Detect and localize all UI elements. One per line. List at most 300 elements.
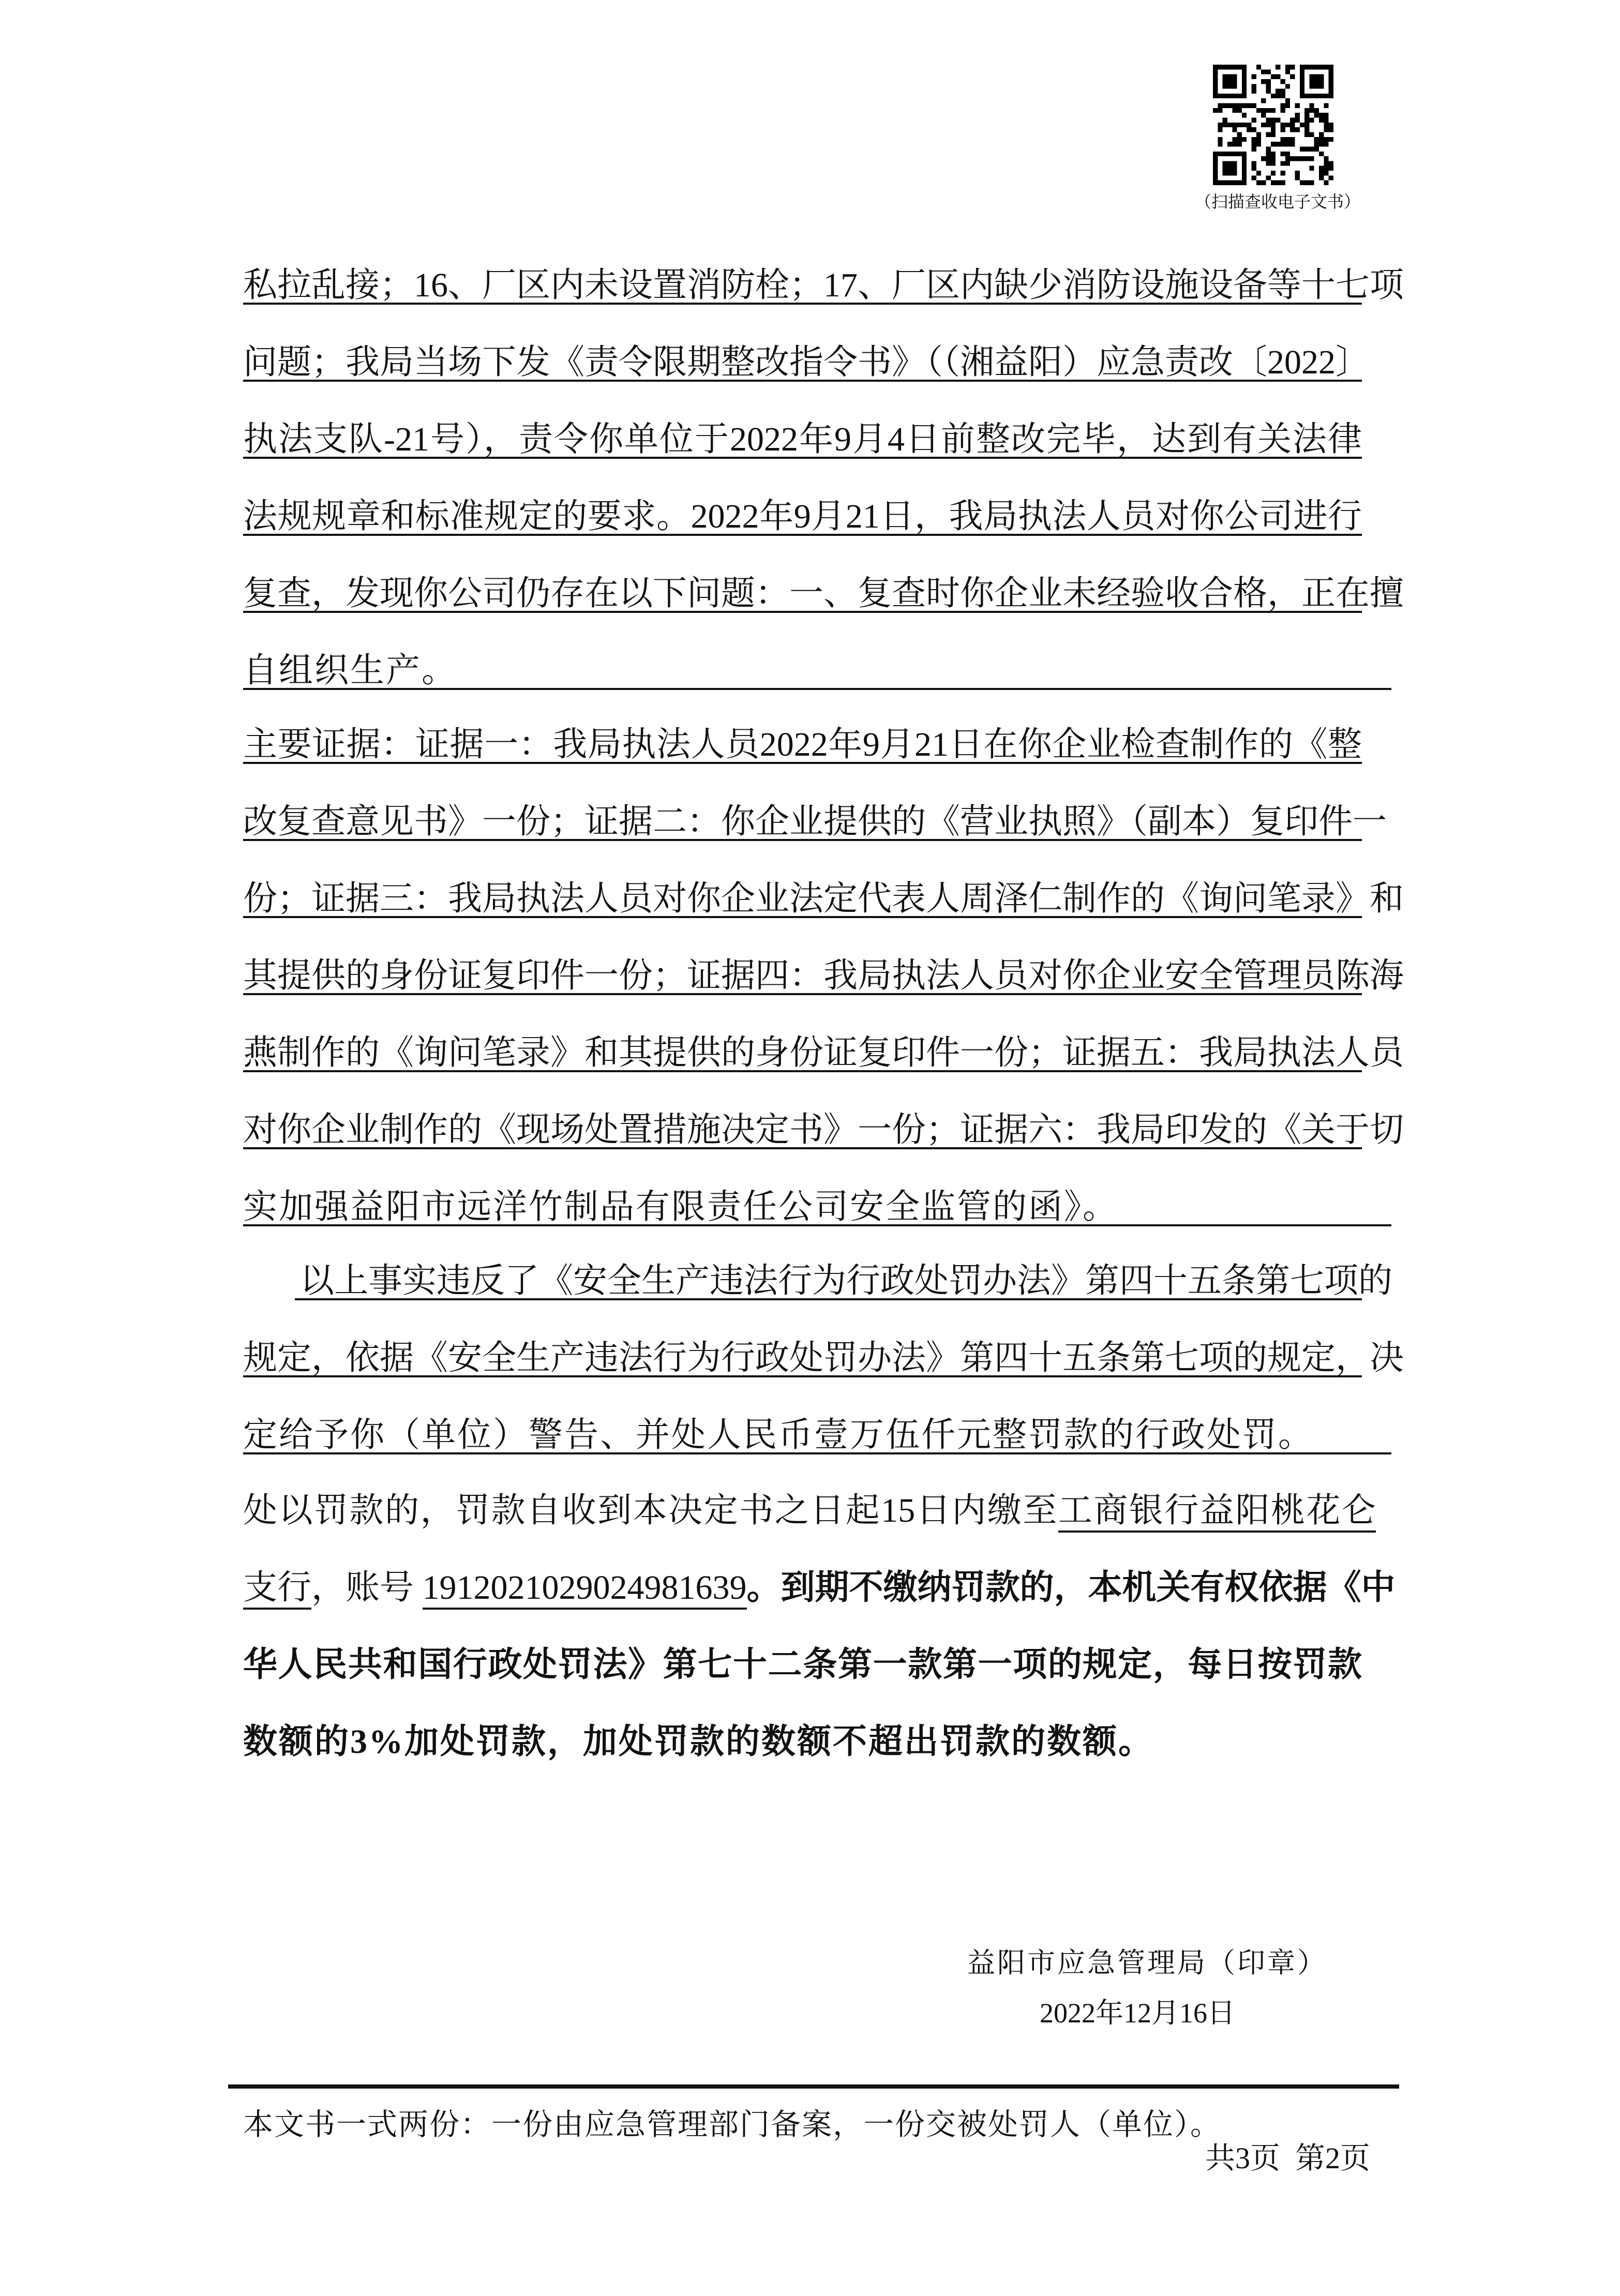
qr-module (1309, 181, 1314, 185)
qr-module (1242, 79, 1247, 84)
qr-module (1309, 74, 1314, 79)
qr-module (1285, 137, 1290, 142)
qr-module (1280, 89, 1285, 94)
qr-module (1227, 171, 1232, 175)
qr-module (1324, 161, 1328, 166)
qr-module (1304, 118, 1309, 123)
issuing-authority: 益阳市应急管理局（印章） (967, 1947, 1327, 1978)
qr-module (1223, 166, 1227, 171)
qr-module (1319, 152, 1324, 156)
qr-module (1271, 123, 1276, 127)
qr-module (1300, 79, 1304, 84)
qr-module (1276, 94, 1280, 98)
qr-module (1213, 108, 1218, 113)
qr-module (1232, 181, 1237, 185)
qr-module (1276, 181, 1280, 185)
qr-module (1232, 123, 1237, 127)
qr-module (1309, 132, 1314, 137)
qr-module (1247, 123, 1251, 127)
qr-module (1276, 118, 1280, 123)
qr-module (1309, 166, 1314, 171)
qr-module (1304, 65, 1309, 69)
text: 处以罚款的，罚款自收到本决定书之日起15日内缴至 (243, 1492, 1058, 1529)
paragraph1-line: 执法支队-21号），责令你单位于2022年9月4日前整改完毕，达到有关法律 (243, 421, 1362, 458)
qr-module (1300, 74, 1304, 79)
qr-module (1223, 118, 1227, 123)
qr-module (1314, 65, 1319, 69)
paragraph2-line: 实加强益阳市远洋竹制品有限责任公司安全监管的函》。 (243, 1188, 1391, 1226)
qr-module (1242, 175, 1247, 180)
qr-module (1227, 84, 1232, 88)
qr-module (1266, 118, 1271, 123)
qr-module (1213, 161, 1218, 166)
qr-module (1252, 161, 1256, 166)
qr-module (1300, 89, 1304, 94)
qr-module (1218, 65, 1222, 69)
qr-module (1232, 127, 1237, 132)
qr-module (1266, 84, 1271, 88)
qr-module (1223, 74, 1227, 79)
qr-module (1242, 69, 1247, 74)
qr-module (1285, 123, 1290, 127)
qr-module (1252, 166, 1256, 171)
qr-module (1232, 79, 1237, 84)
qr-module (1271, 142, 1276, 146)
qr-module (1314, 79, 1319, 84)
qr-module (1237, 181, 1242, 185)
qr-module (1232, 74, 1237, 79)
qr-module (1290, 156, 1295, 161)
paragraph4-line (243, 1492, 1376, 1530)
qr-module (1304, 156, 1309, 161)
qr-module (1261, 69, 1266, 74)
qr-module (1300, 69, 1304, 74)
qr-module (1252, 175, 1256, 180)
qr-module (1227, 123, 1232, 127)
paragraph2-line: 份；证据三：我局执法人员对你企业法定代表人周泽仁制作的《询问笔录》和 (243, 880, 1404, 918)
qr-module (1266, 156, 1271, 161)
bank-name-part2: 支行 (243, 1569, 311, 1610)
qr-module (1329, 166, 1333, 171)
qr-module (1237, 152, 1242, 156)
paragraph3-line: 以上事实违反了《安全生产违法行为行政处罚办法》第四十五条第七项的 (295, 1262, 1362, 1300)
qr-module (1237, 94, 1242, 98)
qr-module (1324, 171, 1328, 175)
qr-module (1223, 103, 1227, 108)
qr-module (1324, 94, 1328, 98)
qr-module (1271, 118, 1276, 123)
qr-module (1266, 108, 1271, 113)
paragraph2-line: 改复查意见书》一份；证据二：你企业提供的《营业执照》（副本）复印件一 (243, 803, 1387, 841)
qr-module (1304, 127, 1309, 132)
qr-module (1242, 103, 1247, 108)
paragraph4-line: 华人民共和国行政处罚法》第七十二条第一款第一项的规定，每日按罚款 (243, 1646, 1362, 1684)
paragraph2-line: 燕制作的《询问笔录》和其提供的身份证复印件一份；证据五：我局执法人员 (243, 1034, 1404, 1072)
qr-module (1218, 181, 1222, 185)
qr-module (1242, 171, 1247, 175)
qr-module (1280, 123, 1285, 127)
qr-module (1314, 74, 1319, 79)
qr-module (1319, 94, 1324, 98)
qr-module (1256, 142, 1261, 146)
paragraph4-line: 数额的3%加处罚款，加处罚款的数额不超出罚款的数额。 (243, 1723, 1154, 1761)
qr-module (1285, 69, 1290, 74)
qr-module (1227, 142, 1232, 146)
qr-module (1271, 152, 1276, 156)
qr-module (1227, 94, 1232, 98)
qr-module (1242, 89, 1247, 94)
qr-module (1280, 171, 1285, 175)
qr-module (1304, 113, 1309, 117)
qr-module (1329, 137, 1333, 142)
qr-module (1271, 108, 1276, 113)
qr-module (1227, 103, 1232, 108)
qr-module (1324, 123, 1328, 127)
paragraph3-line: 定给予你（单位）警告、并处人民币壹万伍仟元整罚款的行政处罚。 (243, 1416, 1391, 1454)
qr-module (1324, 156, 1328, 161)
qr-module (1223, 79, 1227, 84)
paragraph1-line: 问题；我局当场下发《责令限期整改指令书》（（湘益阳）应急责改〔2022〕 (243, 343, 1370, 381)
qr-module (1304, 146, 1309, 151)
qr-module (1252, 127, 1256, 132)
qr-module (1242, 65, 1247, 69)
qr-module (1314, 137, 1319, 142)
qr-module (1319, 142, 1324, 146)
qr-module (1280, 79, 1285, 84)
qr-module (1304, 108, 1309, 113)
qr-module (1227, 166, 1232, 171)
qr-module (1266, 132, 1271, 137)
qr-module (1271, 74, 1276, 79)
qr-module (1266, 69, 1271, 74)
qr-module (1295, 118, 1299, 123)
qr-module (1213, 65, 1218, 69)
qr-module (1329, 94, 1333, 98)
qr-module (1304, 94, 1309, 98)
qr-module (1242, 152, 1247, 156)
qr-module (1242, 166, 1247, 171)
account-number: 1912021029024981639 (423, 1569, 747, 1610)
qr-module (1232, 142, 1237, 146)
qr-module (1329, 74, 1333, 79)
qr-module (1261, 123, 1266, 127)
qr-module (1261, 156, 1266, 161)
qr-module (1285, 103, 1290, 108)
qr-module (1213, 166, 1218, 171)
qr-module (1252, 142, 1256, 146)
qr-module (1261, 98, 1266, 103)
qr-module (1218, 152, 1222, 156)
qr-module (1319, 65, 1324, 69)
paragraph2-line: 对你企业制作的《现场处置措施决定书》一份；证据六：我局印发的《关于切 (243, 1111, 1404, 1149)
qr-module (1252, 74, 1256, 79)
bank-name-part1: 工商银行益阳桃花仑 (1058, 1492, 1376, 1533)
qr-module (1237, 137, 1242, 142)
qr-module (1232, 161, 1237, 166)
qr-module (1213, 84, 1218, 88)
qr-module (1319, 171, 1324, 175)
qr-module (1232, 137, 1237, 142)
qr-module (1276, 65, 1280, 69)
qr-module (1300, 65, 1304, 69)
qr-module (1266, 152, 1271, 156)
qr-module (1223, 181, 1227, 185)
qr-module (1256, 171, 1261, 175)
account-label: ，账号 (311, 1569, 414, 1607)
qr-module (1290, 65, 1295, 69)
qr-module (1227, 181, 1232, 185)
qr-module (1319, 132, 1324, 137)
qr-module (1329, 127, 1333, 132)
qr-module (1300, 146, 1304, 151)
qr-module (1266, 89, 1271, 94)
qr-module (1314, 94, 1319, 98)
qr-module (1309, 65, 1314, 69)
qr-module (1280, 127, 1285, 132)
qr-module (1242, 84, 1247, 88)
qr-module (1232, 65, 1237, 69)
qr-module (1280, 94, 1285, 98)
qr-module (1232, 103, 1237, 108)
qr-module (1261, 113, 1266, 117)
qr-module (1247, 103, 1251, 108)
qr-module (1304, 123, 1309, 127)
qr-module (1271, 94, 1276, 98)
qr-module (1252, 146, 1256, 151)
qr-module (1285, 98, 1290, 103)
qr-module (1285, 161, 1290, 166)
qr-module (1304, 132, 1309, 137)
qr-module (1242, 113, 1247, 117)
qr-module (1329, 175, 1333, 180)
qr-module (1280, 142, 1285, 146)
qr-module (1213, 79, 1218, 84)
qr-module (1324, 118, 1328, 123)
paragraph2-line: 其提供的身份证复印件一份；证据四：我局执法人员对你企业安全管理员陈海 (243, 957, 1404, 995)
qr-module (1319, 118, 1324, 123)
qr-module (1324, 142, 1328, 146)
qr-module (1227, 152, 1232, 156)
qr-module (1295, 127, 1299, 132)
qr-module (1213, 181, 1218, 185)
qr-module (1266, 161, 1271, 166)
qr-module (1309, 84, 1314, 88)
qr-module (1324, 127, 1328, 132)
qr-module (1213, 152, 1218, 156)
qr-module (1309, 156, 1314, 161)
qr-module (1237, 65, 1242, 69)
qr-module (1280, 181, 1285, 185)
qr-module (1213, 69, 1218, 74)
qr-module (1223, 94, 1227, 98)
qr-module (1213, 94, 1218, 98)
qr-module (1309, 108, 1314, 113)
qr-module (1271, 132, 1276, 137)
qr-module (1266, 175, 1271, 180)
qr-module (1314, 84, 1319, 88)
qr-module (1319, 166, 1324, 171)
qr-module (1271, 156, 1276, 161)
qr-module (1232, 108, 1237, 113)
qr-module (1309, 118, 1314, 123)
qr-module (1223, 161, 1227, 166)
paragraph3-line: 规定，依据《安全生产违法行为行政处罚办法》第四十五条第七项的规定，决 (243, 1339, 1404, 1377)
qr-module (1218, 103, 1222, 108)
qr-module (1309, 79, 1314, 84)
qr-module (1290, 123, 1295, 127)
qr-module (1285, 84, 1290, 88)
qr-module (1295, 103, 1299, 108)
qr-module (1280, 161, 1285, 166)
qr-module (1218, 123, 1222, 127)
qr-module (1218, 94, 1222, 98)
qr-module (1280, 137, 1285, 142)
qr-module (1329, 65, 1333, 69)
qr-module (1223, 84, 1227, 88)
qr-module (1324, 137, 1328, 142)
qr-module (1252, 89, 1256, 94)
divider (228, 2084, 1399, 2089)
qr-module (1242, 161, 1247, 166)
qr-module (1237, 132, 1242, 137)
qr-module (1300, 156, 1304, 161)
qr-module (1261, 108, 1266, 113)
qr-module (1300, 84, 1304, 88)
qr-module (1227, 65, 1232, 69)
qr-module (1232, 166, 1237, 171)
qr-module (1218, 137, 1222, 142)
qr-module (1213, 74, 1218, 79)
qr-module (1300, 123, 1304, 127)
paragraph1-line: 法规规章和标准规定的要求。2022年9月21日，我局执法人员对你公司进行 (243, 498, 1362, 535)
qr-module (1280, 108, 1285, 113)
qr-module (1218, 142, 1222, 146)
qr-module (1285, 142, 1290, 146)
qr-module (1329, 89, 1333, 94)
qr-module (1237, 142, 1242, 146)
qr-module (1295, 175, 1299, 180)
qr-module (1319, 79, 1324, 84)
qr-module (1314, 113, 1319, 117)
qr-module (1309, 103, 1314, 108)
qr-module (1252, 84, 1256, 88)
qr-module (1290, 118, 1295, 123)
qr-module (1295, 113, 1299, 117)
qr-module (1266, 79, 1271, 84)
paragraph2-line: 主要证据：证据一：我局执法人员2022年9月21日在你企业检查制作的《整 (243, 726, 1362, 763)
qr-module (1247, 127, 1251, 132)
qr-module (1232, 94, 1237, 98)
qr-module (1271, 127, 1276, 132)
qr-module (1223, 123, 1227, 127)
qr-module (1324, 166, 1328, 171)
qr-module (1242, 74, 1247, 79)
qr-module (1223, 65, 1227, 69)
qr-module (1285, 65, 1290, 69)
qr-module (1252, 137, 1256, 142)
qr-module (1256, 132, 1261, 137)
qr-module (1290, 137, 1295, 142)
qr-module (1309, 94, 1314, 98)
qr-module (1261, 181, 1266, 185)
qr-module (1300, 181, 1304, 185)
qr-module (1252, 118, 1256, 123)
qr-module (1290, 127, 1295, 132)
qr-module (1329, 69, 1333, 74)
qr-module (1280, 103, 1285, 108)
qr-module (1242, 123, 1247, 127)
footer-note: 本文书一式两份：一份由应急管理部门备案，一份交被处罚人（单位）。 (243, 2108, 1222, 2141)
paragraph1-line: 复查，发现你公司仍存在以下问题：一、复查时你企业未经验收合格，正在擅 (243, 575, 1404, 612)
qr-module (1256, 181, 1261, 185)
page-number: 共3页 第2页 (1205, 2141, 1371, 2175)
qr-module (1256, 137, 1261, 142)
qr-module (1256, 65, 1261, 69)
qr-module (1309, 146, 1314, 151)
qr-module (1213, 171, 1218, 175)
qr-module (1324, 65, 1328, 69)
qr-module (1227, 79, 1232, 84)
qr-module (1314, 146, 1319, 151)
qr-module (1242, 94, 1247, 98)
paragraph1-line: 私拉乱接；16、厂区内未设置消防栓；17、厂区内缺少消防设施设备等十七项 (243, 266, 1404, 304)
qr-module (1314, 108, 1319, 113)
qr-module (1329, 123, 1333, 127)
qr-module (1237, 103, 1242, 108)
qr-module (1276, 74, 1280, 79)
qr-module (1285, 156, 1290, 161)
qr-module (1213, 175, 1218, 180)
qr-module (1324, 181, 1328, 185)
qr-module (1218, 108, 1222, 113)
qr-module (1319, 113, 1324, 117)
qr-module (1319, 74, 1324, 79)
qr-module (1242, 137, 1247, 142)
qr-module (1324, 103, 1328, 108)
qr-module (1237, 108, 1242, 113)
qr-module (1319, 175, 1324, 180)
qr-module (1319, 84, 1324, 88)
qr-module (1266, 146, 1271, 151)
qr-module (1276, 89, 1280, 94)
paragraph1-line: 自组织生产。 (243, 652, 1391, 690)
qr-module (1304, 181, 1309, 185)
qr-module (1232, 171, 1237, 175)
qr-module (1300, 94, 1304, 98)
qr-module (1213, 89, 1218, 94)
text: 。到期不缴纳罚款的，本机关有权依据《中 (746, 1569, 1396, 1607)
qr-module (1256, 108, 1261, 113)
qr-module (1276, 142, 1280, 146)
qr-caption: （扫描查收电子文书） (1194, 192, 1360, 211)
qr-module (1329, 79, 1333, 84)
qr-module (1324, 113, 1328, 117)
qr-module (1232, 84, 1237, 88)
issue-date: 2022年12月16日 (1040, 1998, 1235, 2029)
qr-module (1271, 181, 1276, 185)
qr-module (1252, 103, 1256, 108)
qr-module (1295, 156, 1299, 161)
qr-module (1213, 156, 1218, 161)
qr-module (1223, 152, 1227, 156)
qr-module (1280, 152, 1285, 156)
qr-module (1290, 142, 1295, 146)
qr-code (1213, 65, 1333, 185)
qr-module (1329, 161, 1333, 166)
qr-module (1290, 74, 1295, 79)
qr-module (1242, 181, 1247, 185)
qr-module (1266, 123, 1271, 127)
